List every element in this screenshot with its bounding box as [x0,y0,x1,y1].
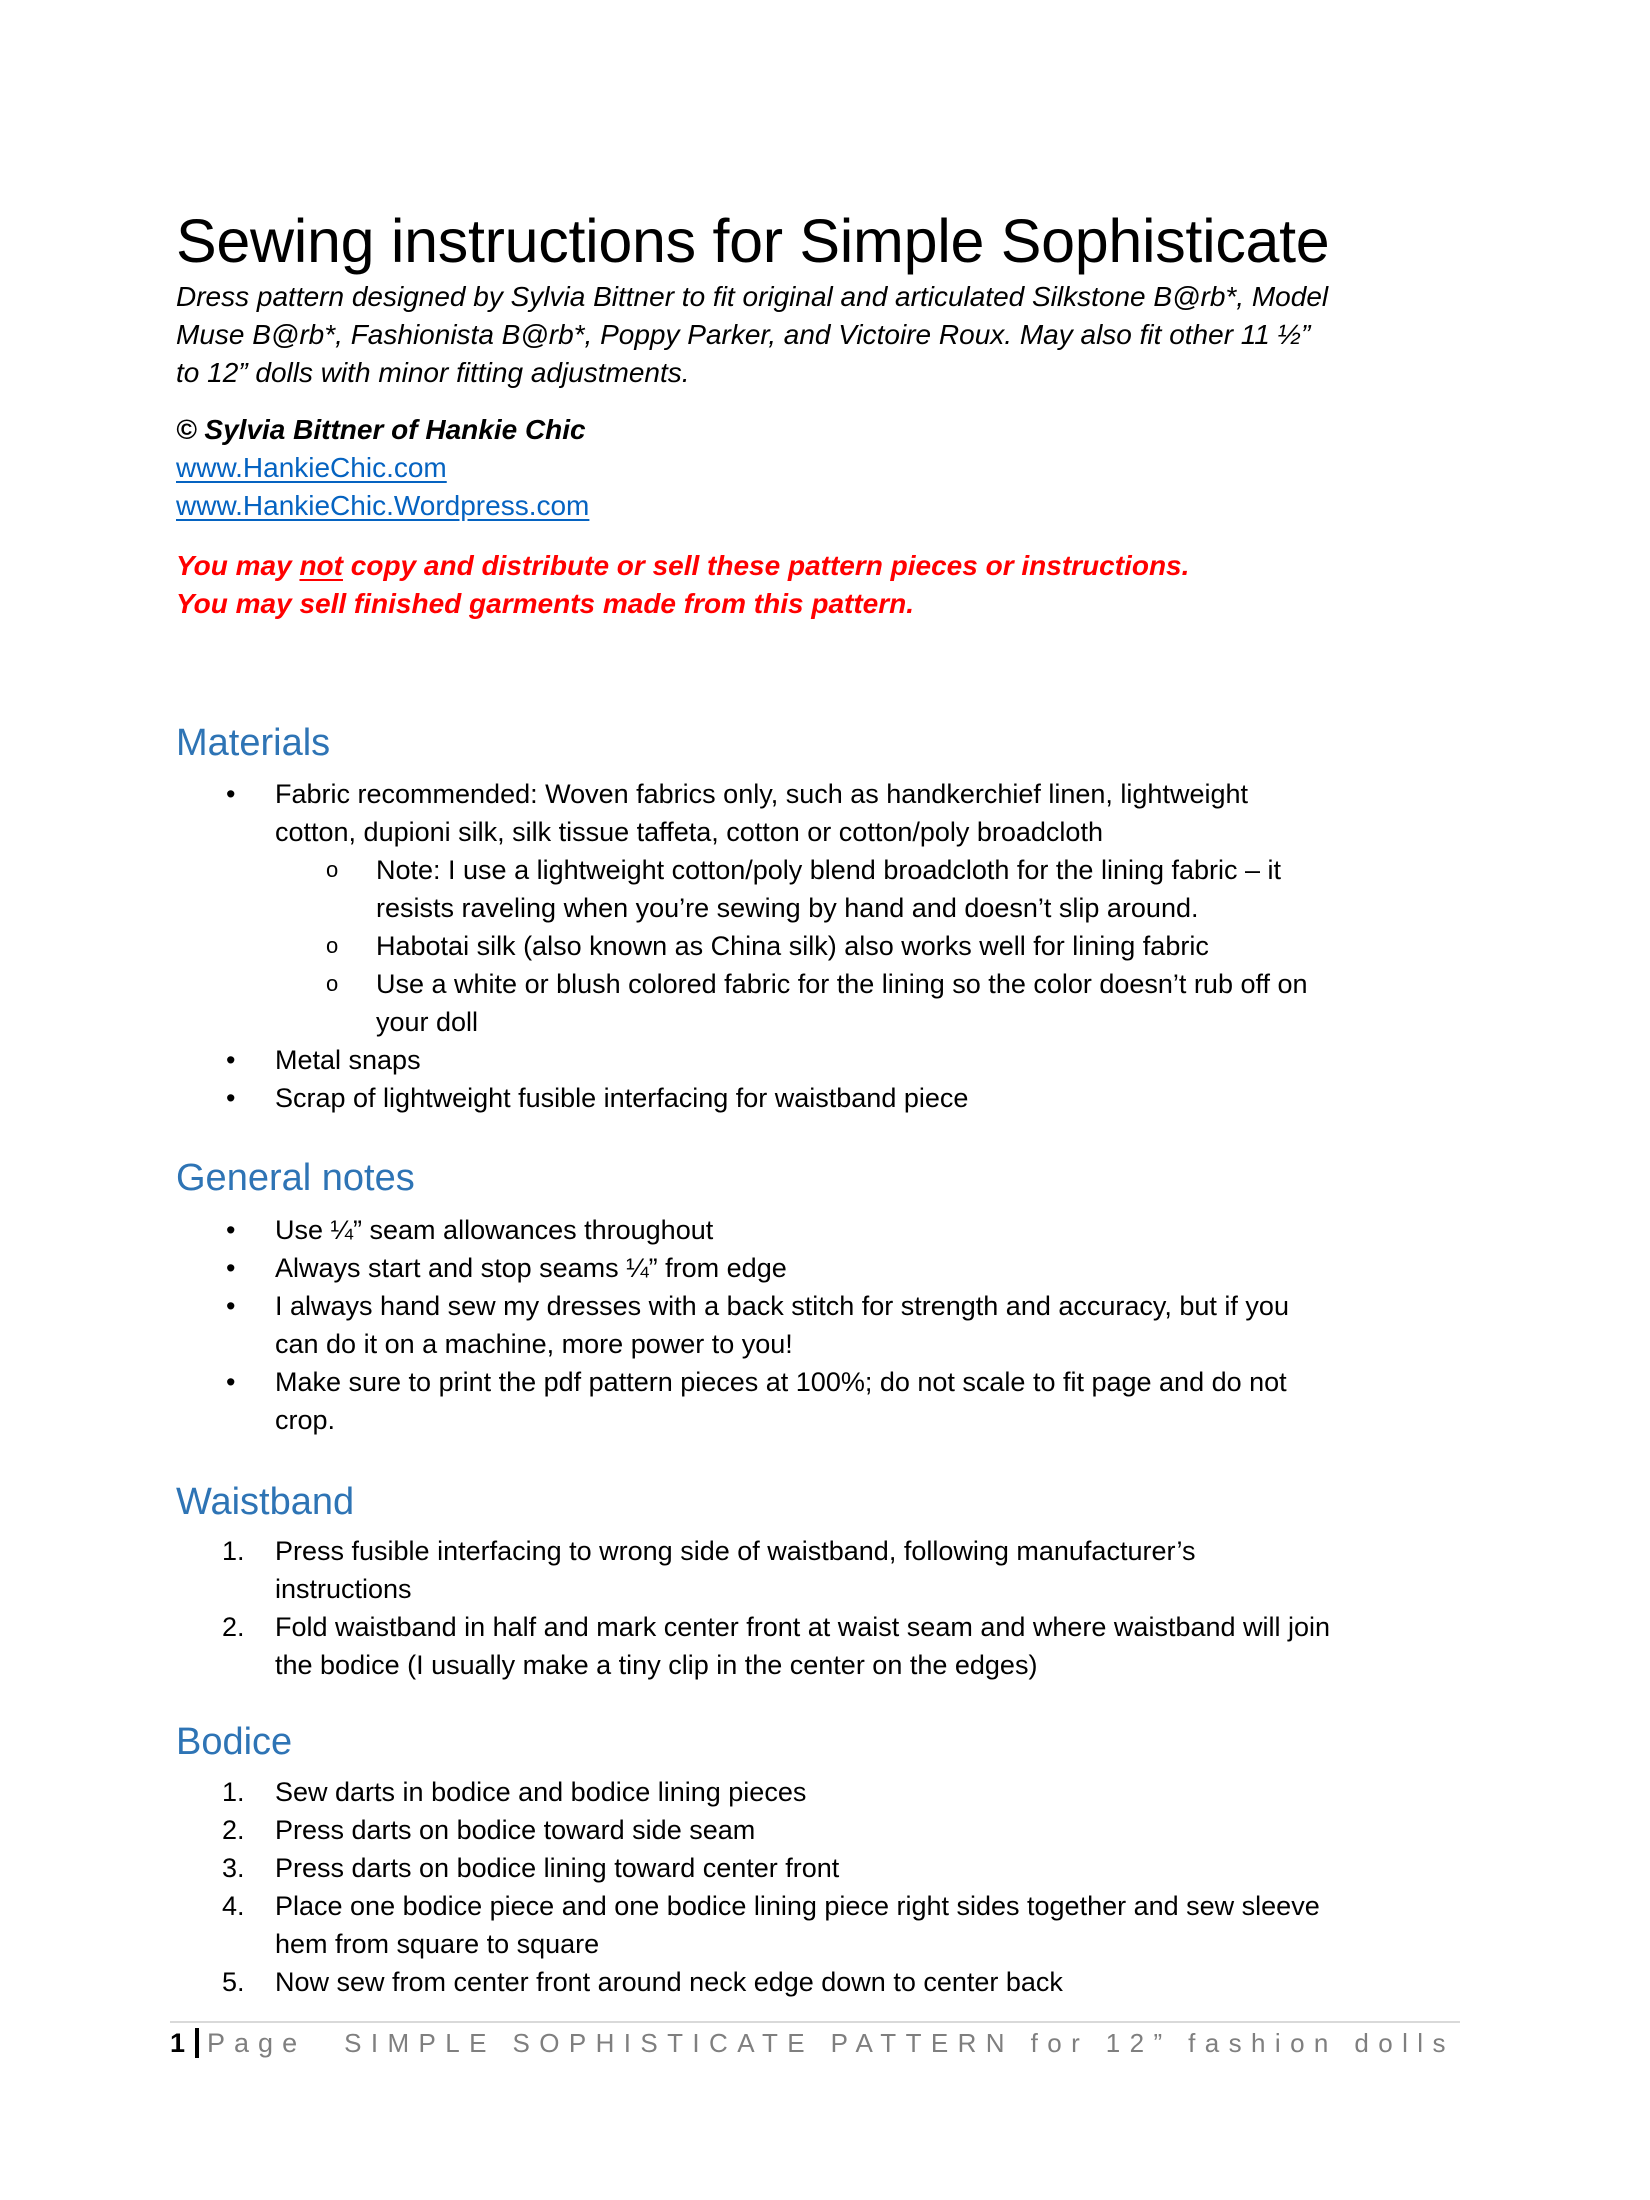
step-number: 1. [222,1536,245,1566]
list-item-text: Use ¼” seam allowances throughout [275,1215,714,1245]
step-line [0,1811,1650,1849]
step-line [0,1849,1650,1887]
usage-notice-line-1 [176,547,1189,585]
step-number: 1. [222,1777,245,1807]
step-number: 5. [222,1967,245,1997]
step-line [0,1963,1650,2001]
list-item-line [0,1041,1650,1079]
usage-notice-line-2: You may sell finished garments made from this pattern. [176,588,915,619]
list-item-text: your doll [376,1007,479,1037]
step-line [0,1887,1650,1925]
list-item-line [0,813,1650,851]
footer-document-title: SIMPLE SOPHISTICATE PATTERN for 12” fashion dolls [344,2028,1455,2058]
page-title: Sewing instructions for Simple Sophisticate [176,207,1330,275]
list-item-text: Press fusible interfacing to wrong side of waistband, following manufacturer’s [275,1536,1196,1566]
list-item-text: Scrap of lightweight fusible interfacing for waistband piece [275,1083,969,1113]
usage-notice [176,547,1189,623]
step-line [0,1646,1650,1684]
bullet-icon: • [226,1083,236,1113]
bodice-steps [0,1773,1650,2001]
notice-emphasis: not [299,550,343,581]
list-item-text: Place one bodice piece and one bodice lining piece right sides together and sew sleeve [275,1891,1320,1921]
list-item-text: cotton, dupioni silk, silk tissue taffeta, cotton or cotton/poly broadcloth [275,817,1103,847]
list-item-text: Habotai silk (also known as China silk) also works well for lining fabric [376,931,1209,961]
bullet-icon: • [226,1367,236,1397]
list-item-line [0,775,1650,813]
list-item-line [0,1363,1650,1401]
list-item-text: Metal snaps [275,1045,421,1075]
list-item-text: crop. [275,1405,336,1435]
notice-text: You may [176,550,300,581]
list-item-text: instructions [275,1574,412,1604]
subtitle [176,278,1328,392]
general-notes-list [0,1211,1650,1439]
step-line [0,1608,1650,1646]
hollow-bullet-icon: o [326,933,339,958]
list-item-line [0,1325,1650,1363]
list-item-text: Use a white or blush colored fabric for the lining so the color doesn’t rub off on [376,969,1308,999]
bullet-icon: • [226,1215,236,1245]
bullet-icon: • [226,1253,236,1283]
list-item-text: can do it on a machine, more power to you! [275,1329,793,1359]
list-item-text: Make sure to print the pdf pattern pieces at 100%; do not scale to fit page and do not [275,1367,1287,1397]
notice-text: copy and distribute or sell these pattern pieces or instructions. [342,550,1190,581]
list-item-text: Always start and stop seams ¼” from edge [275,1253,787,1283]
list-item-line [0,889,1650,927]
list-item-line [0,927,1650,965]
materials-list [0,775,1650,1117]
blog-link[interactable]: www.HankieChic.Wordpress.com [176,490,590,521]
waistband-steps [0,1532,1650,1684]
step-number: 4. [222,1891,245,1921]
list-item-text: Fold waistband in half and mark center front at waist seam and where waistband will join [275,1612,1331,1642]
section-heading-waistband: Waistband [176,1481,355,1523]
list-item-text: I always hand sew my dresses with a back stitch for strength and accuracy, but if you [275,1291,1289,1321]
subtitle-line: Muse B@rb*, Fashionista B@rb*, Poppy Parker, and Victoire Roux. May also fit other 11 ½” [176,319,1311,350]
list-item-text: the bodice (I usually make a tiny clip in the center on the edges) [275,1650,1038,1680]
list-item-text: Now sew from center front around neck edge down to center back [275,1967,1063,1997]
step-number: 3. [222,1853,245,1883]
step-line [0,1925,1650,1963]
list-item-text: Sew darts in bodice and bodice lining pieces [275,1777,807,1807]
copyright-notice: © Sylvia Bittner of Hankie Chic [176,414,586,445]
page-number: 1 [170,2028,186,2058]
page-label: Page [207,2028,307,2058]
hollow-bullet-icon: o [326,971,339,996]
subtitle-line: to 12” dolls with minor fitting adjustments. [176,357,690,388]
list-item-text: hem from square to square [275,1929,600,1959]
bullet-icon: • [226,1291,236,1321]
step-number: 2. [222,1815,245,1845]
section-heading-materials: Materials [176,722,331,764]
step-number: 2. [222,1612,245,1642]
list-item-line [0,1211,1650,1249]
footer-divider [170,2021,1460,2023]
list-item-text: Press darts on bodice toward side seam [275,1815,756,1845]
step-line [0,1532,1650,1570]
list-item-line [0,1249,1650,1287]
page-footer [170,2026,1455,2060]
list-item-line [0,1401,1650,1439]
list-item-line [0,1079,1650,1117]
bullet-icon: • [226,779,236,809]
step-line [0,1773,1650,1811]
list-item-text: Press darts on bodice lining toward center front [275,1853,840,1883]
section-heading-general-notes: General notes [176,1157,415,1199]
website-link[interactable]: www.HankieChic.com [176,452,447,483]
step-line [0,1570,1650,1608]
list-item-line [0,1287,1650,1325]
list-item-text: resists raveling when you’re sewing by hand and doesn’t slip around. [376,893,1199,923]
hollow-bullet-icon: o [326,857,339,882]
list-item-line [0,1003,1650,1041]
section-heading-bodice: Bodice [176,1721,293,1763]
bullet-icon: • [226,1045,236,1075]
subtitle-line: Dress pattern designed by Sylvia Bittner to fit original and articulated Silkstone B@rb*, Model [176,281,1329,312]
list-item-line [0,965,1650,1003]
list-item-line [0,851,1650,889]
list-item-text: Note: I use a lightweight cotton/poly blend broadcloth for the lining fabric – it [376,855,1282,885]
list-item-text: Fabric recommended: Woven fabrics only, such as handkerchief linen, lightweight [275,779,1248,809]
footer-separator [195,2028,199,2058]
